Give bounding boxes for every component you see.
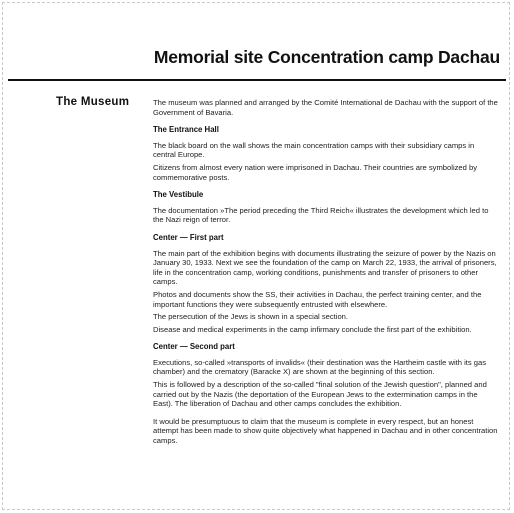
heading-first-part: Center — First part xyxy=(153,232,224,242)
heading-entrance-hall: The Entrance Hall xyxy=(153,125,219,135)
paragraph: This is followed by a description of the so-called "final solution of the Jewish question", planned and carried out by the Nazis (the deportation of the European Jews to the extermination camps in the East). The liberation of Dachau and other camps concludes the exhibition. xyxy=(153,380,487,409)
paragraph: The documentation »The period preceding the Third Reich« illustrates the development which led to the Nazi reign of terror. xyxy=(153,205,489,225)
paragraph: The black board on the wall shows the main concentration camps with their subsidiary camps in central Europe. xyxy=(153,140,475,160)
paragraph: The persecution of the Jews is shown in a special section. xyxy=(153,312,349,322)
heading-second-part: Center — Second part xyxy=(153,342,235,352)
paragraph: Photos and documents show the SS, their activities in Dachau, the perfect training center, and the important functions they were subsequently entrusted with elsewhere. xyxy=(153,289,482,309)
paragraph: Disease and medical experiments in the camp infirmary conclude the first part of the exhibition. xyxy=(153,324,472,334)
document-title: Memorial site Concentration camp Dachau xyxy=(153,47,500,67)
paragraph: Executions, so-called »transports of invalids« (their destination was the Hartheim castle with its gas chamber) and the crematory (Baracke X) are shown at the beginning of this section. xyxy=(153,357,487,377)
section-heading: The Museum xyxy=(56,96,130,108)
paragraph: Citizens from almost every nation were imprisoned in Dachau. Their countries are symbolized by commemorative posts. xyxy=(153,162,477,182)
paragraph: The main part of the exhibition begins with documents illustrating the seizure of power by the Nazis on January 30, 1933. Next we see the foundation of the camp on March 22, 1933, the arrival of prisoners, life in the concentration camp, working conditions, punishments and transfer of prisoners to other camps. xyxy=(153,248,497,287)
intro-paragraph: The museum was planned and arranged by the Comité International de Dachau with the support of the Government of Bavaria. xyxy=(153,98,498,117)
closing-paragraph: It would be presumptuous to claim that the museum is complete in every respect, but an honest attempt has been made to show quite objectively what happened in Dachau and in other concentration camps. xyxy=(153,416,498,446)
body-text xyxy=(153,98,498,449)
title-rule xyxy=(8,79,506,81)
heading-vestibule: The Vestibule xyxy=(153,190,204,200)
